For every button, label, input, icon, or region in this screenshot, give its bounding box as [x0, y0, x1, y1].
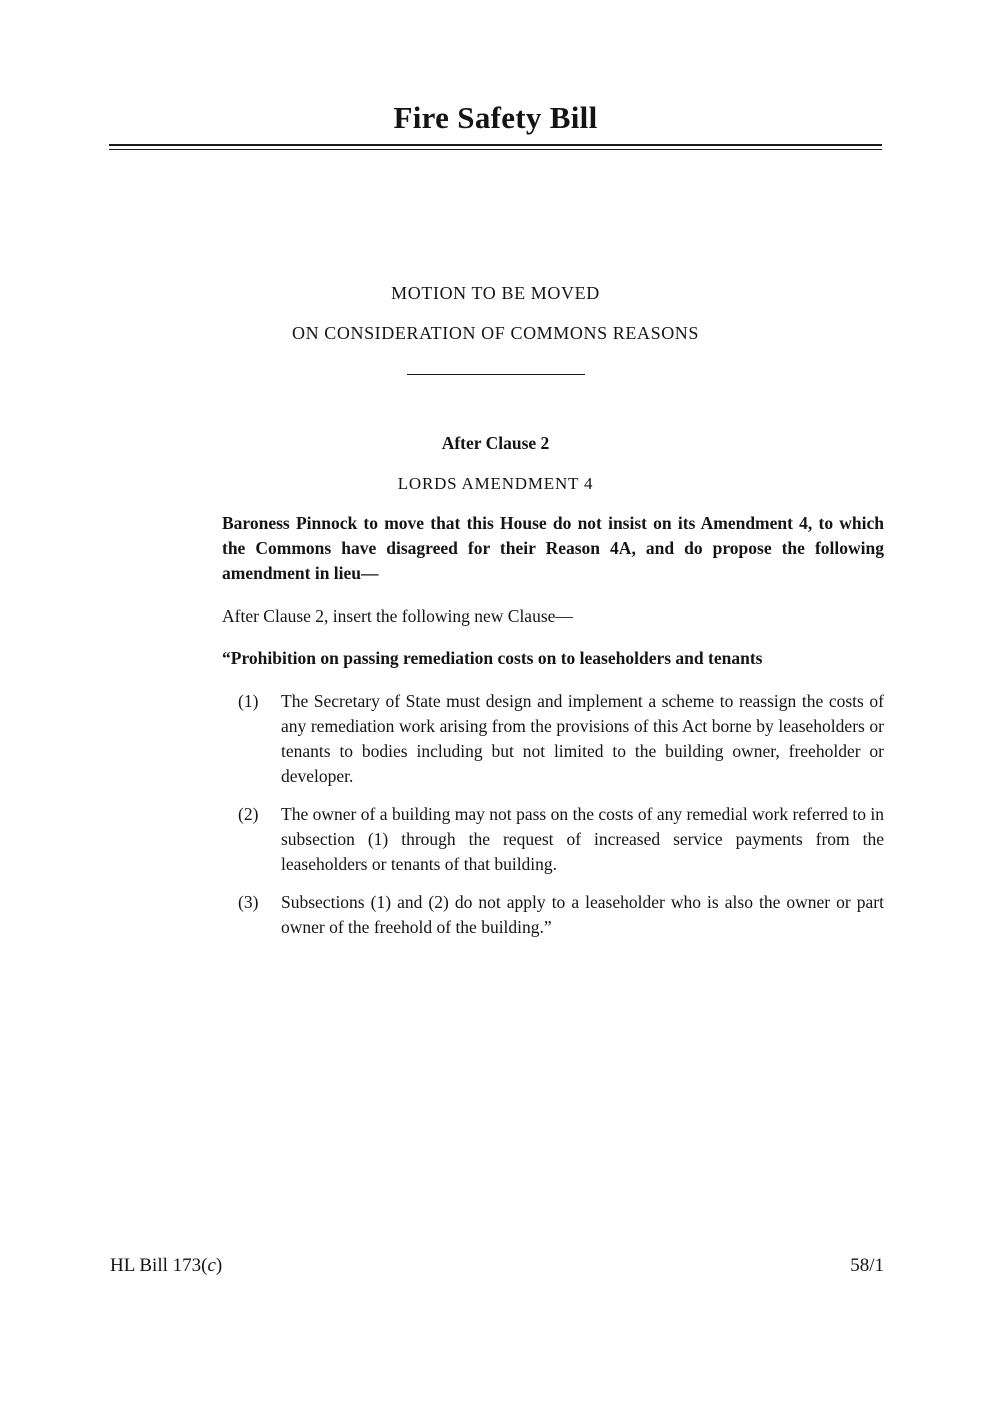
page-title: Fire Safety Bill	[393, 100, 598, 135]
insert-instruction-line: After Clause 2, insert the following new Clause—	[222, 605, 573, 626]
subsection-number: (1)	[238, 690, 259, 711]
footer-bill-number-prefix: HL Bill 173(	[110, 1255, 208, 1276]
page-footer	[110, 1255, 884, 1277]
subsection-row	[222, 890, 884, 940]
amendment-body	[222, 511, 884, 940]
motion-heading-line-1: MOTION TO BE MOVED	[391, 283, 600, 303]
subsection-row	[222, 802, 884, 877]
title-double-rule	[109, 144, 882, 150]
subsection-number: (2)	[238, 803, 259, 824]
mover-motion-paragraph: Baroness Pinnock to move that this House do not insist on its Amendment 4, to which the Commons have disagreed for their Reason 4A, and do propose the following amendment in lieu—	[222, 513, 884, 583]
lords-amendment-heading: LORDS AMENDMENT 4	[397, 474, 594, 493]
subsection-row	[222, 689, 884, 789]
new-clause-title: “Prohibition on passing remediation costs on to leaseholders and tenants	[222, 648, 763, 668]
footer-bill-number-suffix: )	[215, 1255, 223, 1276]
subsection-number: (3)	[238, 891, 259, 912]
section-divider-rule	[407, 374, 585, 375]
after-clause-heading: After Clause 2	[441, 433, 550, 453]
footer-page-reference: 58/1	[850, 1255, 884, 1276]
motion-heading-line-2: ON CONSIDERATION OF COMMONS REASONS	[291, 323, 700, 343]
subsection-text: Subsections (1) and (2) do not apply to a leaseholder who is also the owner or part owner of the freehold of the building.”	[281, 891, 884, 937]
footer-bill-number-italic: c	[207, 1255, 216, 1276]
footer-bill-number	[110, 1255, 222, 1277]
subsection-text: The owner of a building may not pass on the costs of any remedial work referred to in subsection (1) through the request of increased service payments from the leaseholders or tenants of that building.	[281, 803, 884, 874]
subsection-text: The Secretary of State must design and implement a scheme to reassign the costs of any remediation work arising from the provisions of this Act borne by leaseholders or tenants to bodies including but not limited to the building owner, freeholder or developer.	[281, 690, 884, 786]
